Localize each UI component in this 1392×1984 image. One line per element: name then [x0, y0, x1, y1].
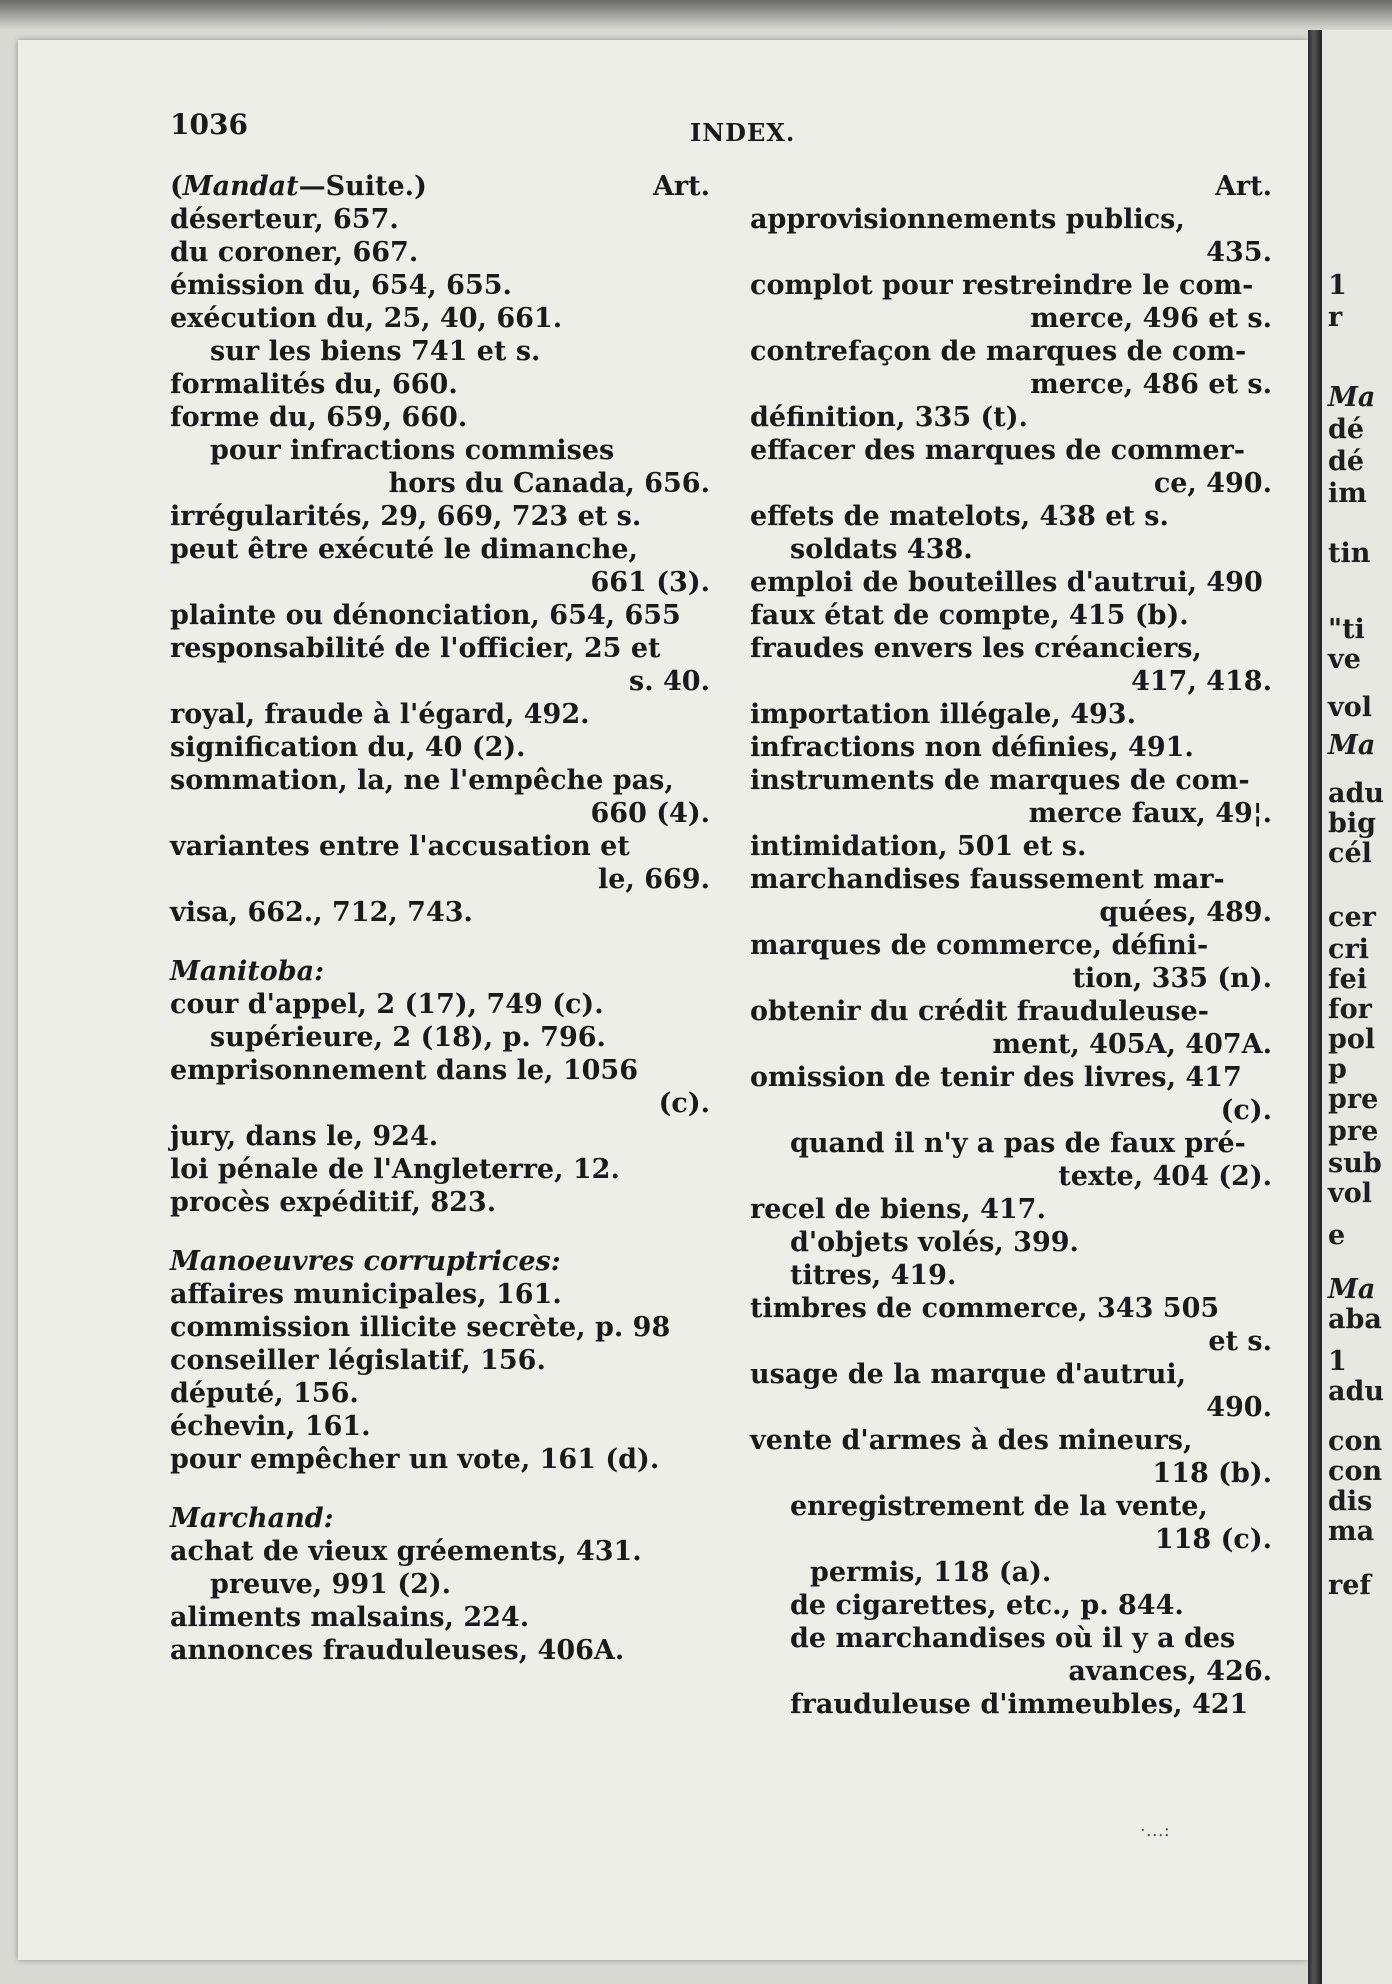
index-entry — [170, 500, 710, 533]
facing-page-fragment: dé — [1328, 446, 1365, 477]
facing-page-fragment: ref — [1328, 1570, 1372, 1601]
index-entry — [170, 434, 710, 500]
index-entry-continuation: 118 (c). — [1154, 1524, 1272, 1555]
index-entry-continuation: texte, 404 (2). — [1058, 1161, 1272, 1192]
index-entry-text: permis, 118 (a). — [810, 1557, 1052, 1588]
section-heading: Manitoba: — [170, 956, 325, 987]
index-entry — [750, 1358, 1272, 1424]
index-entry — [750, 1292, 1272, 1358]
index-entry-continuation: ment, 405A, 407A. — [992, 1029, 1272, 1060]
index-entry — [750, 1226, 1272, 1259]
section-entries — [170, 1278, 710, 1476]
index-entry — [170, 401, 710, 434]
index-entry-text: soldats 438. — [790, 534, 973, 565]
right-entries — [750, 203, 1272, 1721]
index-entry — [170, 1186, 710, 1219]
facing-page-fragment: fei — [1328, 964, 1368, 995]
index-entry-text: pour empêcher un vote, 161 (d). — [170, 1444, 660, 1475]
index-entry-text: achat de vieux gréements, 431. — [170, 1536, 642, 1567]
index-entry-text: peut être exécuté le dimanche, — [170, 534, 638, 565]
index-entry-continuation: (c). — [1220, 1095, 1272, 1126]
index-entry-text: déserteur, 657. — [170, 204, 399, 235]
facing-page-fragment: vol — [1328, 1178, 1372, 1209]
facing-page-fragment: cél — [1328, 838, 1372, 869]
index-entry-text: émission du, 654, 655. — [170, 270, 512, 301]
index-entry-text: approvisionnements publics, — [750, 204, 1185, 235]
index-entry — [750, 632, 1272, 698]
page-number: 1036 — [170, 108, 248, 141]
facing-page-fragment: e — [1328, 1220, 1346, 1251]
index-entry-continuation: 490. — [1206, 1392, 1272, 1423]
index-entry-continuation: 435. — [1206, 237, 1272, 268]
index-entry-continuation: tion, 335 (n). — [1072, 963, 1272, 994]
index-entry — [170, 335, 710, 368]
index-entry — [170, 302, 710, 335]
facing-page-fragment: Ma — [1328, 382, 1376, 413]
scan-top-edge — [0, 0, 1392, 30]
index-entry-text: emploi de bouteilles d'autrui, 490 — [750, 567, 1263, 598]
index-entry-text: vente d'armes à des mineurs, — [750, 1425, 1193, 1456]
section-entries — [170, 988, 710, 1219]
index-entry-continuation: merce, 486 et s. — [1030, 369, 1272, 400]
facing-page-fragment: p — [1328, 1054, 1347, 1085]
index-entry-text: responsabilité de l'officier, 25 et — [170, 633, 661, 664]
index-entry — [750, 269, 1272, 335]
index-entry-continuation: 417, 418. — [1131, 666, 1272, 697]
index-entry — [750, 1490, 1272, 1556]
left-entries — [170, 203, 710, 929]
facing-page-fragment: adu — [1328, 1376, 1385, 1407]
index-entry — [170, 698, 710, 731]
left-sections — [170, 955, 710, 1667]
index-entry — [170, 830, 710, 896]
index-entry — [170, 731, 710, 764]
facing-page-fragment: dé — [1328, 414, 1365, 445]
index-entry-text: visa, 662., 712, 743. — [170, 897, 473, 928]
facing-page-fragment: pre — [1328, 1084, 1379, 1115]
footer-dots: ·…: — [1140, 1820, 1170, 1841]
index-column-left — [170, 170, 710, 1667]
index-entry-text: marques de commerce, défini- — [750, 930, 1209, 961]
facing-page-edge — [1322, 30, 1392, 1984]
index-entry-text: exécution du, 25, 40, 661. — [170, 303, 563, 334]
index-entry-continuation: quées, 489. — [1099, 897, 1272, 928]
index-entry-text: pour infractions commises — [210, 435, 615, 466]
section-entries — [170, 1535, 710, 1667]
art-label: Art. — [652, 171, 710, 202]
facing-page-fragment: pre — [1328, 1116, 1379, 1147]
index-entry-text: sommation, la, ne l'empêche pas, — [170, 765, 674, 796]
index-entry — [170, 1278, 710, 1311]
index-entry — [750, 203, 1272, 269]
index-entry-text: aliments malsains, 224. — [170, 1602, 530, 1633]
index-entry-text: intimidation, 501 et s. — [750, 831, 1087, 862]
facing-page-fragment: cri — [1328, 934, 1369, 965]
index-entry-continuation: 660 (4). — [590, 798, 710, 829]
index-entry-text: signification du, 40 (2). — [170, 732, 526, 763]
continuation-heading — [170, 170, 710, 203]
index-entry — [170, 1410, 710, 1443]
facing-page-fragment: for — [1328, 994, 1372, 1025]
index-entry-text: usage de la marque d'autrui, — [750, 1359, 1187, 1390]
index-entry-continuation: 661 (3). — [590, 567, 710, 598]
index-entry-text: formalités du, 660. — [170, 369, 458, 400]
facing-page-fragment: vol — [1328, 692, 1372, 723]
index-entry — [170, 988, 710, 1021]
index-entry — [170, 1601, 710, 1634]
facing-page-fragment: Ma — [1328, 730, 1376, 761]
index-entry-text: sur les biens 741 et s. — [210, 336, 541, 367]
section-heading: Manoeuvres corruptrices: — [170, 1246, 561, 1277]
index-entry-text: recel de biens, 417. — [750, 1194, 1046, 1225]
index-entry-text: irrégularités, 29, 669, 723 et s. — [170, 501, 642, 532]
facing-page-fragment: dis — [1328, 1486, 1373, 1517]
facing-page-fragment: adu — [1328, 778, 1385, 809]
index-entry — [170, 236, 710, 269]
index-entry-text: quand il n'y a pas de faux pré- — [790, 1128, 1246, 1159]
continuation-suffix: —Suite.) — [298, 171, 427, 202]
index-entry — [170, 1568, 710, 1601]
index-entry-text: fraudes envers les créanciers, — [750, 633, 1202, 664]
facing-page-fragment: tin — [1328, 538, 1371, 569]
index-entry — [750, 1424, 1272, 1490]
index-entry-text: du coroner, 667. — [170, 237, 419, 268]
index-entry — [170, 1634, 710, 1667]
index-entry-text: échevin, 161. — [170, 1411, 371, 1442]
index-entry — [170, 1120, 710, 1153]
index-entry-text: instruments de marques de com- — [750, 765, 1250, 796]
index-entry-text: complot pour restreindre le com- — [750, 270, 1254, 301]
facing-page-fragment: ve — [1328, 644, 1361, 675]
index-entry-text: emprisonnement dans le, 1056 — [170, 1055, 638, 1086]
index-entry — [750, 1127, 1272, 1193]
facing-page-fragment: "ti — [1328, 614, 1365, 645]
index-entry-text: jury, dans le, 924. — [170, 1121, 439, 1152]
section-heading: Marchand: — [170, 1503, 334, 1534]
index-entry — [750, 434, 1272, 500]
index-entry — [750, 1688, 1272, 1721]
index-entry-text: titres, 419. — [790, 1260, 957, 1291]
index-entry-text: contrefaçon de marques de com- — [750, 336, 1247, 367]
index-entry — [750, 1061, 1272, 1127]
open-paren: ( — [170, 171, 183, 202]
index-entry — [750, 863, 1272, 929]
index-entry-text: plainte ou dénonciation, 654, 655 — [170, 600, 681, 631]
index-entry-continuation: (c). — [658, 1088, 710, 1119]
index-entry-text: obtenir du crédit frauduleuse- — [750, 996, 1209, 1027]
index-entry — [170, 1311, 710, 1344]
facing-page-fragment: con — [1328, 1456, 1383, 1487]
index-entry — [750, 500, 1272, 533]
index-entry-text: enregistrement de la vente, — [790, 1491, 1208, 1522]
index-entry — [750, 401, 1272, 434]
index-entry-text: preuve, 991 (2). — [210, 1569, 452, 1600]
index-entry-text: infractions non définies, 491. — [750, 732, 1194, 763]
index-entry — [750, 929, 1272, 995]
index-entry-text: supérieure, 2 (18), p. 796. — [210, 1022, 606, 1053]
index-entry — [170, 1535, 710, 1568]
index-entry — [750, 1193, 1272, 1226]
index-entry — [750, 1589, 1272, 1622]
index-entry-text: cour d'appel, 2 (17), 749 (c). — [170, 989, 604, 1020]
facing-page-fragment: cer — [1328, 902, 1376, 933]
index-entry-continuation: et s. — [1208, 1326, 1272, 1357]
index-entry-text: timbres de commerce, 343 505 — [750, 1293, 1220, 1324]
index-entry — [750, 1556, 1272, 1589]
index-entry — [170, 1443, 710, 1476]
index-column-right — [750, 170, 1272, 1721]
index-entry-text: importation illégale, 493. — [750, 699, 1136, 730]
index-entry-text: variantes entre l'accusation et — [170, 831, 630, 862]
facing-page-fragment: 1 — [1328, 270, 1347, 301]
index-entry — [170, 533, 710, 599]
index-entry — [170, 269, 710, 302]
index-entry-text: député, 156. — [170, 1378, 359, 1409]
facing-page-fragment: 1 — [1328, 1346, 1347, 1377]
facing-page-fragment: ma — [1328, 1516, 1375, 1547]
index-entry-continuation: hors du Canada, 656. — [388, 468, 710, 499]
index-entry-text: commission illicite secrète, p. 98 — [170, 1312, 671, 1343]
index-entry-text: définition, 335 (t). — [750, 402, 1028, 433]
index-entry-text: affaires municipales, 161. — [170, 1279, 562, 1310]
facing-page-fragment: con — [1328, 1426, 1383, 1457]
index-entry-continuation: avances, 426. — [1068, 1656, 1272, 1687]
index-entry-text: royal, fraude à l'égard, 492. — [170, 699, 590, 730]
facing-page-fragment: pol — [1328, 1024, 1376, 1055]
index-entry — [750, 764, 1272, 830]
index-entry-text: marchandises faussement mar- — [750, 864, 1225, 895]
index-entry — [170, 1153, 710, 1186]
index-entry — [750, 1259, 1272, 1292]
facing-page-fragment: im — [1328, 478, 1367, 509]
index-entry-text: omission de tenir des livres, 417 — [750, 1062, 1242, 1093]
page-title: INDEX. — [690, 118, 796, 147]
index-entry — [170, 896, 710, 929]
index-entry-text: frauduleuse d'immeubles, 421 — [790, 1689, 1249, 1720]
index-entry — [750, 533, 1272, 566]
index-entry — [170, 1054, 710, 1120]
index-entry — [750, 335, 1272, 401]
index-entry — [750, 1622, 1272, 1688]
index-entry — [750, 566, 1272, 599]
index-entry-continuation: 118 (b). — [1152, 1458, 1272, 1489]
index-entry — [750, 830, 1272, 863]
index-entry-continuation: merce faux, 49¦. — [1028, 798, 1272, 829]
index-entry — [170, 599, 710, 632]
facing-page-fragment: big — [1328, 808, 1377, 839]
index-entry-continuation: ce, 490. — [1153, 468, 1272, 499]
index-entry-continuation: s. 40. — [629, 666, 710, 697]
book-spine — [1308, 30, 1322, 1984]
index-entry-text: conseiller législatif, 156. — [170, 1345, 546, 1376]
index-entry-continuation: merce, 496 et s. — [1030, 303, 1272, 334]
index-entry-text: faux état de compte, 415 (b). — [750, 600, 1189, 631]
index-entry — [750, 698, 1272, 731]
index-entry — [170, 368, 710, 401]
index-entry-text: d'objets volés, 399. — [790, 1227, 1079, 1258]
facing-page-fragment: Ma — [1328, 1274, 1376, 1305]
index-entry — [750, 731, 1272, 764]
facing-page-fragment: sub — [1328, 1148, 1382, 1179]
index-entry-text: forme du, 659, 660. — [170, 402, 468, 433]
facing-page-fragment: r — [1328, 302, 1343, 333]
index-entry-continuation: le, 669. — [598, 864, 710, 895]
index-entry-text: effets de matelots, 438 et s. — [750, 501, 1169, 532]
index-entry-text: de marchandises où il y a des — [790, 1623, 1236, 1654]
continuation-term: Mandat — [182, 171, 299, 202]
index-entry — [170, 632, 710, 698]
index-entry-text: annonces frauduleuses, 406A. — [170, 1635, 625, 1666]
index-entry-text: effacer des marques de commer- — [750, 435, 1245, 466]
index-entry — [750, 995, 1272, 1061]
index-entry — [170, 764, 710, 830]
index-entry — [170, 1377, 710, 1410]
art-label-right: Art. — [1214, 171, 1272, 202]
index-entry-text: de cigarettes, etc., p. 844. — [790, 1590, 1184, 1621]
index-entry-text: loi pénale de l'Angleterre, 12. — [170, 1154, 620, 1185]
facing-page-fragment: aba — [1328, 1304, 1382, 1335]
index-entry-text: procès expéditif, 823. — [170, 1187, 497, 1218]
index-entry — [170, 203, 710, 236]
index-entry — [170, 1021, 710, 1054]
index-entry — [170, 1344, 710, 1377]
index-entry — [750, 599, 1272, 632]
